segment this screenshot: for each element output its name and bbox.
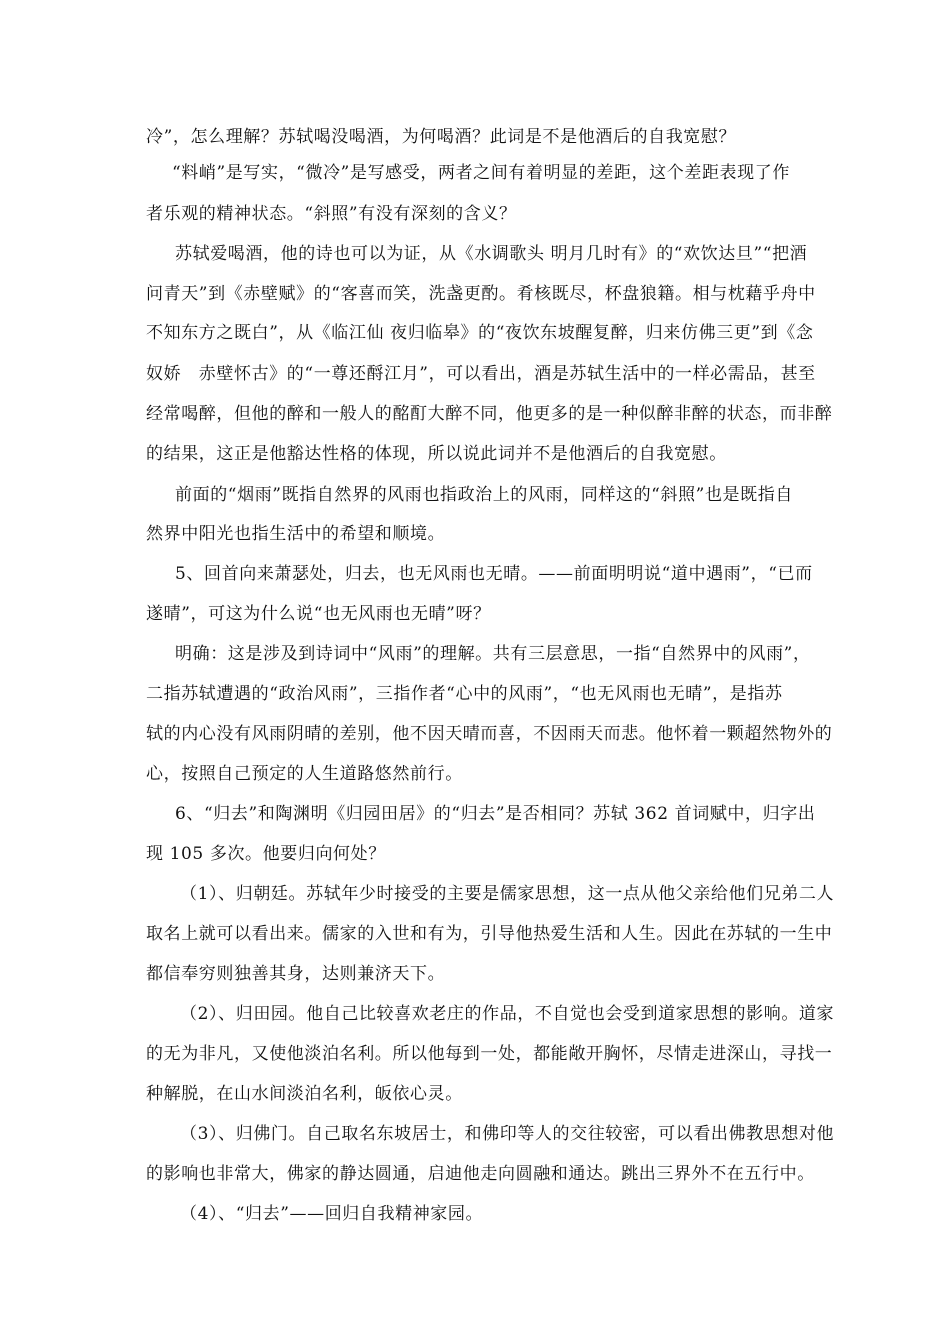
- text-line: （2）、归田园。他自己比较喜欢老庄的作品，不自觉也会受到道家思想的影响。道家: [180, 1004, 835, 1024]
- text-line: 6、“归去”和陶渊明《归园田居》的“归去”是否相同？苏轼 362 首词赋中，归字出: [175, 804, 816, 824]
- text-line: 种解脱，在山水间淡泊名利，皈依心灵。: [146, 1084, 463, 1104]
- text-line: 轼的内心没有风雨阴晴的差别，他不因天晴而喜，不因雨天而悲。他怀着一颗超然物外的: [146, 724, 833, 744]
- text-line: 前面的“烟雨”既指自然界的风雨也指政治上的风雨，同样这的“斜照”也是既指自: [175, 485, 793, 505]
- text-line: （1）、归朝廷。苏轼年少时接受的主要是儒家思想，这一点从他父亲给他们兄弟二人: [180, 884, 835, 904]
- text-line: 的无为非凡，又使他淡泊名利。所以他每到一处，都能敞开胸怀，尽情走进深山，寻找一: [146, 1044, 833, 1064]
- text-line: 5、回首向来萧瑟处，归去，也无风雨也无晴。——前面明明说“道中遇雨”，“已而: [175, 564, 813, 584]
- text-line: 都信奉穷则独善其身，达则兼济天下。: [146, 964, 446, 984]
- text-line: 明确：这是涉及到诗词中“风雨”的理解。共有三层意思，一指“自然界中的风雨”，: [175, 644, 811, 664]
- text-line: 二指苏轼遭遇的“政治风雨”，三指作者“心中的风雨”，“也无风雨也无晴”，是指苏: [146, 684, 783, 704]
- text-line: 奴娇 赤壁怀古》的“一尊还酹江月”，可以看出，酒是苏轼生活中的一样必需品，甚至: [146, 364, 816, 384]
- text-line: 者乐观的精神状态。“斜照”有没有深刻的含义？: [146, 204, 517, 224]
- text-line: 冷”，怎么理解？苏轼喝没喝酒，为何喝酒？此词是不是他酒后的自我宽慰？: [146, 127, 737, 147]
- text-line: 现 105 多次。他要归向何处？: [146, 844, 386, 864]
- text-line: （4）、“归去”——回归自我精神家园。: [180, 1204, 484, 1224]
- text-line: 的结果，这正是他豁达性格的体现，所以说此词并不是他酒后的自我宽慰。: [146, 444, 727, 464]
- text-line: 苏轼爱喝酒，他的诗也可以为证，从《水调歌头 明月几时有》的“欢饮达旦”“把酒: [175, 244, 808, 264]
- text-line: （3）、归佛门。自己取名东坡居士，和佛印等人的交往较密，可以看出佛教思想对他: [180, 1124, 835, 1144]
- text-line: 取名上就可以看出来。儒家的入世和有为，引导他热爱生活和人生。因此在苏轼的一生中: [146, 924, 833, 944]
- text-line: 遂晴”，可这为什么说“也无风雨也无晴”呀？: [146, 604, 491, 624]
- text-line: 心，按照自己预定的人生道路悠然前行。: [146, 764, 463, 784]
- text-line: 问青天”到《赤壁赋》的“客喜而笑，洗盏更酌。肴核既尽，杯盘狼籍。相与枕藉乎舟中: [146, 284, 816, 304]
- text-line: 然界中阳光也指生活中的希望和顺境。: [146, 524, 446, 544]
- text-line: “料峭”是写实，“微冷”是写感受，两者之间有着明显的差距，这个差距表现了作: [172, 163, 790, 183]
- text-line: 的影响也非常大，佛家的静达圆通，启迪他走向圆融和通达。跳出三界外不在五行中。: [146, 1164, 815, 1184]
- text-line: 不知东方之既白”，从《临江仙 夜归临皋》的“夜饮东坡醒复醉，归来仿佛三更”到《念: [146, 323, 814, 343]
- text-line: 经常喝醉，但他的醉和一般人的酩酊大醉不同，他更多的是一种似醉非醉的状态，而非醉: [146, 404, 833, 424]
